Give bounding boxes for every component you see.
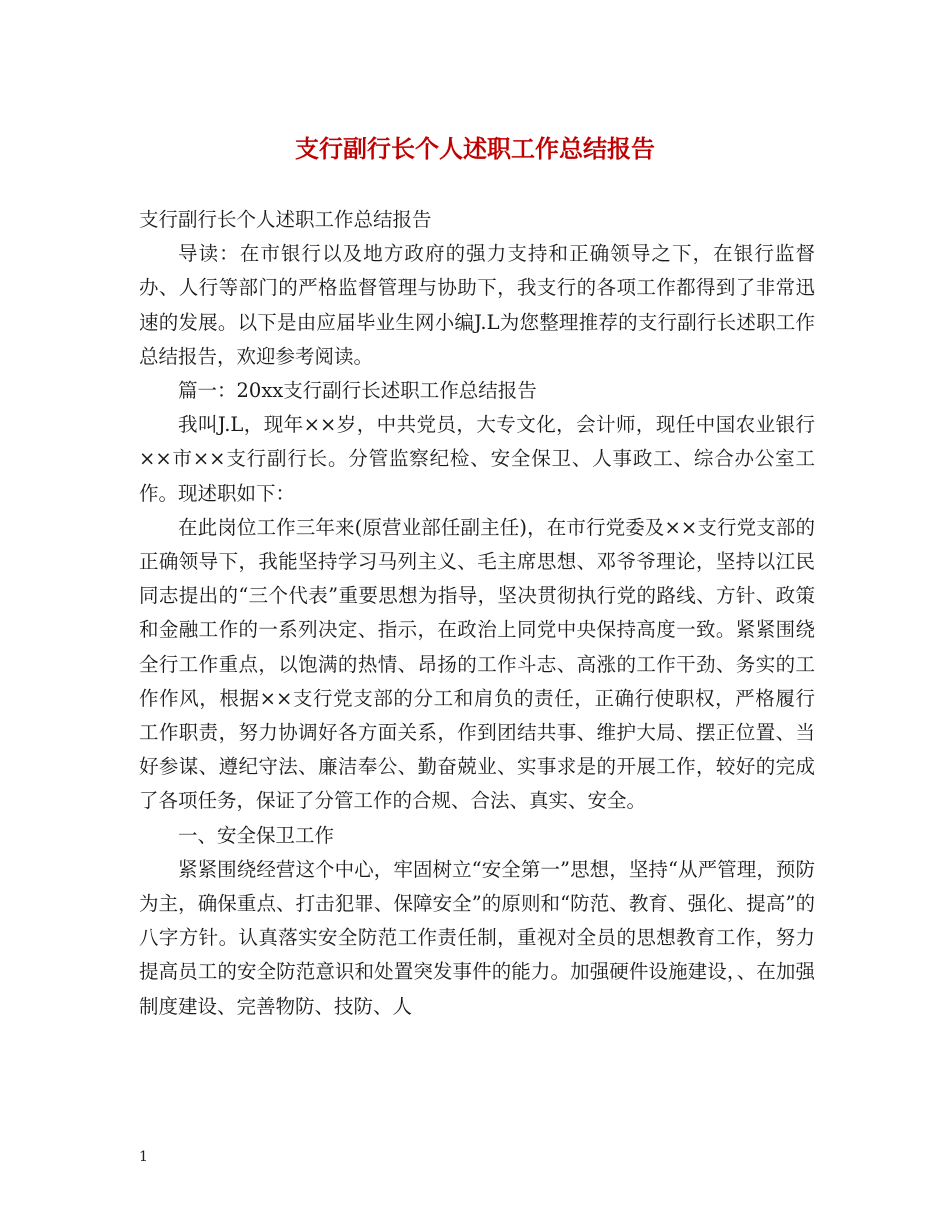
body-paragraph: 我叫J.L，现年××岁，中共党员，大专文化，会计师，现任中国农业银行××市××支行副行长。分管监察纪检、安全保卫、人事政工、综合办公室工作。现述职如下： bbox=[139, 413, 815, 505]
section-heading: 篇一：20xx支行副行长述职工作总结报告 bbox=[178, 379, 537, 403]
section-heading: 一、安全保卫工作 bbox=[178, 823, 335, 847]
page-number: 1 bbox=[139, 1149, 148, 1165]
body-paragraph: 支行副行长个人述职工作总结报告 bbox=[139, 208, 432, 231]
document-title: 支行副行长个人述职工作总结报告 bbox=[295, 134, 655, 163]
body-paragraph: 导读：在市银行以及地方政府的强力支持和正确领导之下，在银行监督办、人行等部门的严格监督管理与协助下，我支行的各项工作都得到了非常迅速的发展。以下是由应届毕业生网小编J.L为您整理推荐的支行副行长述职工作总结报告，欢迎参考阅读。 bbox=[139, 242, 815, 368]
body-paragraph: 紧紧围绕经营这个中心，牢固树立“安全第一”思想，坚持“从严管理，预防为主，确保重点、打击犯罪、保障安全”的原则和“防范、教育、强化、提高”的八字方针。认真落实安全防范工作责任制，重视对全员的思想教育工作，努力提高员工的安全防范意识和处置突发事件的能力。加强硬件设施建设，、在加强制度建设、完善物防、技防、人 bbox=[139, 857, 815, 1018]
body-paragraph: 在此岗位工作三年来(原营业部任副主任)，在市行党委及××支行党支部的正确领导下，我能坚持学习马列主义、毛主席思想、邓爷爷理论，坚持以江民同志提出的“三个代表”重要思想为指导，坚决贯彻执行党的路线、方针、政策和金融工作的一系列决定、指示，在政治上同党中央保持高度一致。紧紧围绕全行工作重点，以饱满的热情、昂扬的工作斗志、高涨的工作干劲、务实的工作作风，根据××支行党支部的分工和肩负的责任，正确行使职权，严格履行工作职责，努力协调好各方面关系，作到团结共事、维护大局、摆正位置、当好参谋、遵纪守法、廉洁奉公、勤奋兢业、实事求是的开展工作，较好的完成了各项任务，保证了分管工作的合规、合法、真实、安全。 bbox=[139, 515, 815, 813]
document-body bbox=[139, 203, 815, 1024]
